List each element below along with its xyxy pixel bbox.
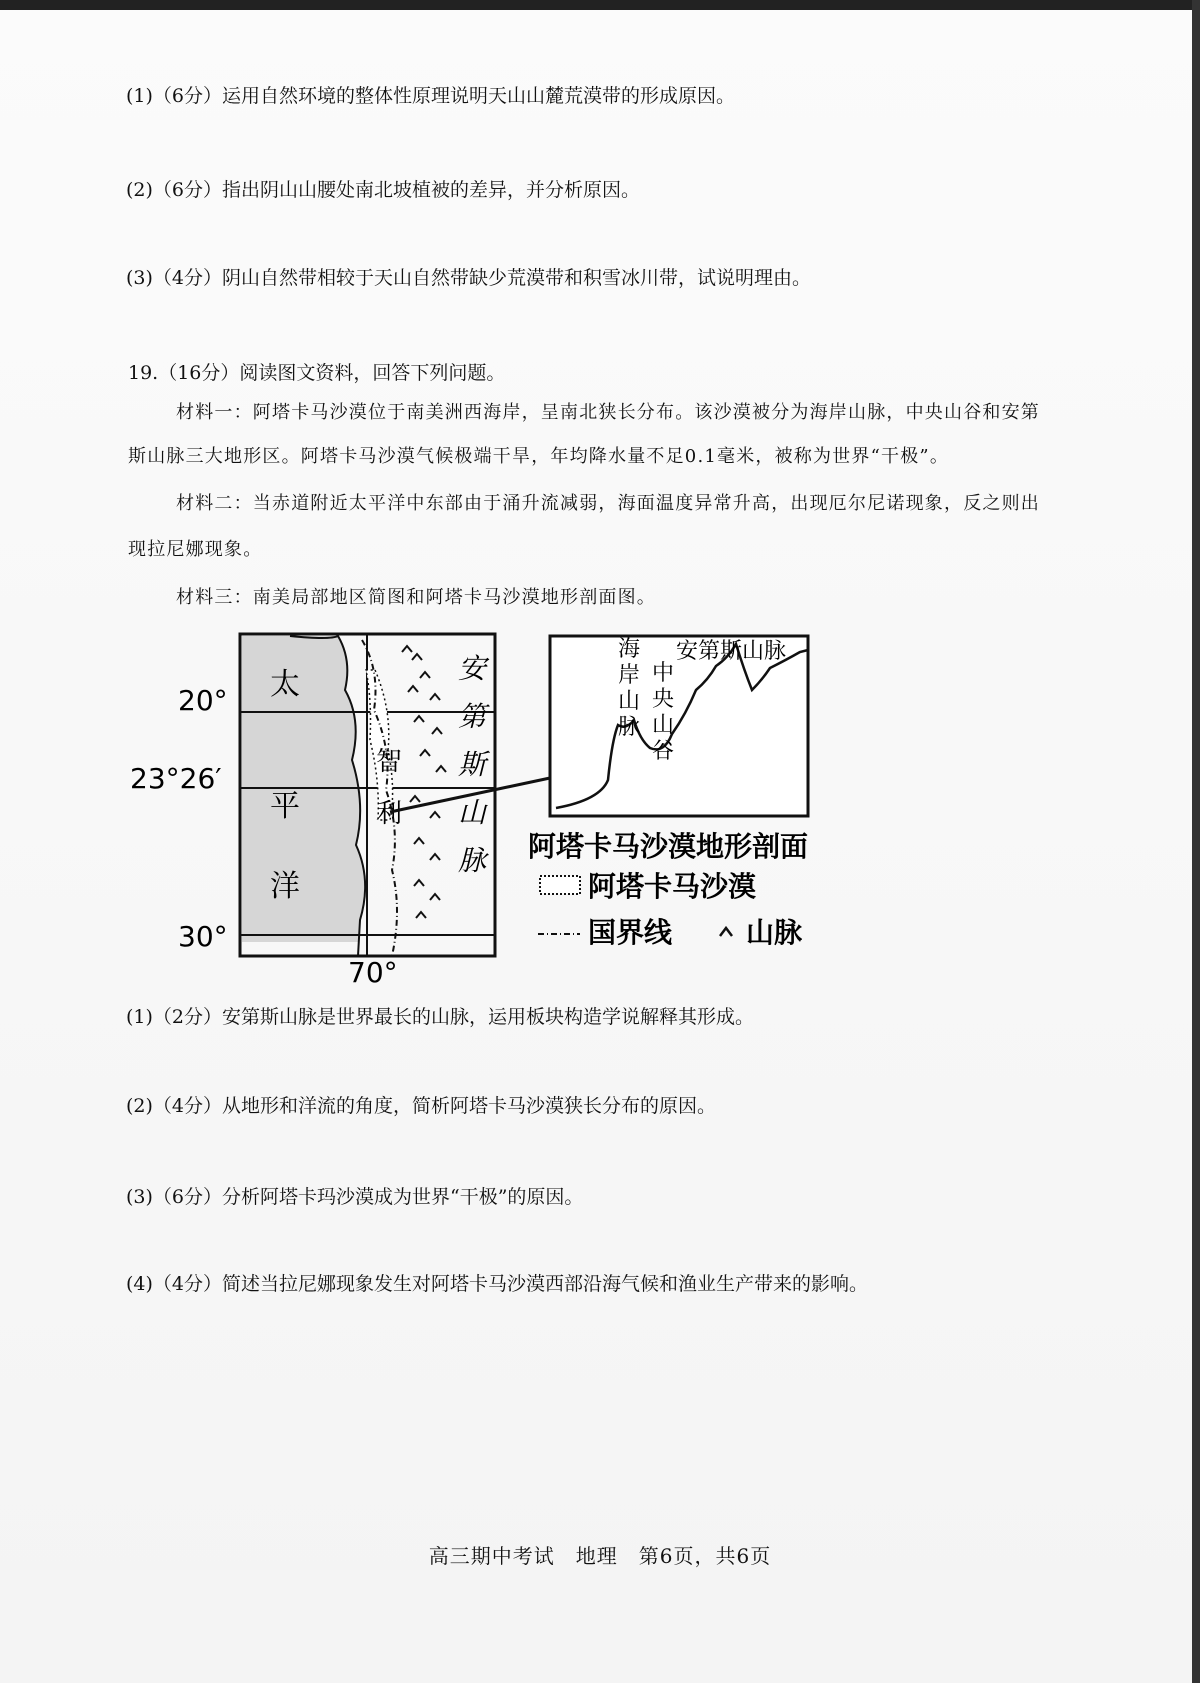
valley-char-4: 谷 xyxy=(652,739,675,764)
profile-andes-label: 安第斯山脉 xyxy=(676,639,787,664)
question-18-2: (2)（6分）指出阴山山腰处南北坡植被的差异，并分析原因。 xyxy=(126,179,641,201)
lon-label-70: 70° xyxy=(348,956,398,989)
coastal-char-2: 岸 xyxy=(618,663,641,688)
andes-char-4: 山 xyxy=(458,796,487,829)
question-19-2: (2)（4分）从地形和洋流的角度，简析阿塔卡马沙漠狭长分布的原因。 xyxy=(126,1095,717,1117)
valley-char-1: 中 xyxy=(652,661,675,686)
lat-label-20: 20° xyxy=(178,684,228,717)
legend-desert-swatch xyxy=(540,876,580,894)
legend-desert-label: 阿塔卡马沙漠 xyxy=(588,870,757,903)
material-1-line-2: 斯山脉三大地形区。阿塔卡马沙漠气候极端干旱，年均降水量不足0.1毫米，被称为世界“干极”。 xyxy=(128,446,950,467)
coastal-char-4: 脉 xyxy=(618,715,641,740)
lat-label-2326: 23°26′ xyxy=(130,762,222,795)
figure-svg xyxy=(130,630,880,990)
chile-char-2: 利 xyxy=(376,799,403,829)
lat-label-30: 30° xyxy=(178,920,228,953)
material-1-line-1: 材料一：阿塔卡马沙漠位于南美洲西海岸，呈南北狭长分布。该沙漠被分为海岸山脉，中央山谷和安第 xyxy=(176,402,1040,423)
legend-mountain-icon xyxy=(720,928,732,936)
question-18-1: (1)（6分）运用自然环境的整体性原理说明天山山麓荒漠带的形成原因。 xyxy=(126,85,736,107)
ocean-char-3: 洋 xyxy=(270,869,300,904)
andes-char-1: 安 xyxy=(458,652,487,685)
valley-char-3: 山 xyxy=(652,713,675,738)
question-19-1: (1)（2分）安第斯山脉是世界最长的山脉，运用板块构造学说解释其形成。 xyxy=(126,1006,755,1028)
question-19-4: (4)（4分）简述当拉尼娜现象发生对阿塔卡马沙漠西部沿海气候和渔业生产带来的影响。 xyxy=(126,1273,869,1295)
andes-char-5: 脉 xyxy=(458,844,487,877)
valley-char-2: 央 xyxy=(652,687,675,712)
andes-char-3: 斯 xyxy=(458,748,487,781)
legend-mountain-label: 山脉 xyxy=(746,916,803,949)
ocean-char-1: 太 xyxy=(270,667,300,702)
material-2-line-2: 现拉尼娜现象。 xyxy=(128,539,263,560)
question-19-title: 19.（16分）阅读图文资料，回答下列问题。 xyxy=(128,362,506,384)
legend-border-label: 国界线 xyxy=(588,916,673,949)
material-3: 材料三：南美局部地区简图和阿塔卡马沙漠地形剖面图。 xyxy=(176,587,656,608)
coastal-char-3: 山 xyxy=(618,689,641,714)
page-footer: 高三期中考试 地理 第6页，共6页 xyxy=(428,1544,772,1568)
question-19-3: (3)（6分）分析阿塔卡玛沙漠成为世界“干极”的原因。 xyxy=(126,1186,584,1208)
scan-edge-right xyxy=(1192,0,1200,1683)
material-2-line-1: 材料二：当赤道附近太平洋中东部由于涌升流减弱，海面温度异常升高，出现厄尔尼诺现象，反之则出 xyxy=(176,493,1040,514)
chile-char-1: 智 xyxy=(376,747,403,777)
question-18-3: (3)（4分）阴山自然带相较于天山自然带缺少荒漠带和积雪冰川带，试说明理由。 xyxy=(126,267,812,289)
desert-area xyxy=(366,670,393,820)
scan-edge-top xyxy=(0,0,1200,10)
coastal-char-1: 海 xyxy=(618,637,641,662)
ocean-char-2: 平 xyxy=(270,789,300,824)
andes-char-2: 第 xyxy=(458,700,487,733)
profile-caption: 阿塔卡马沙漠地形剖面 xyxy=(528,830,809,863)
andes-mountain-symbols xyxy=(402,646,446,918)
atacama-figure xyxy=(130,630,880,990)
